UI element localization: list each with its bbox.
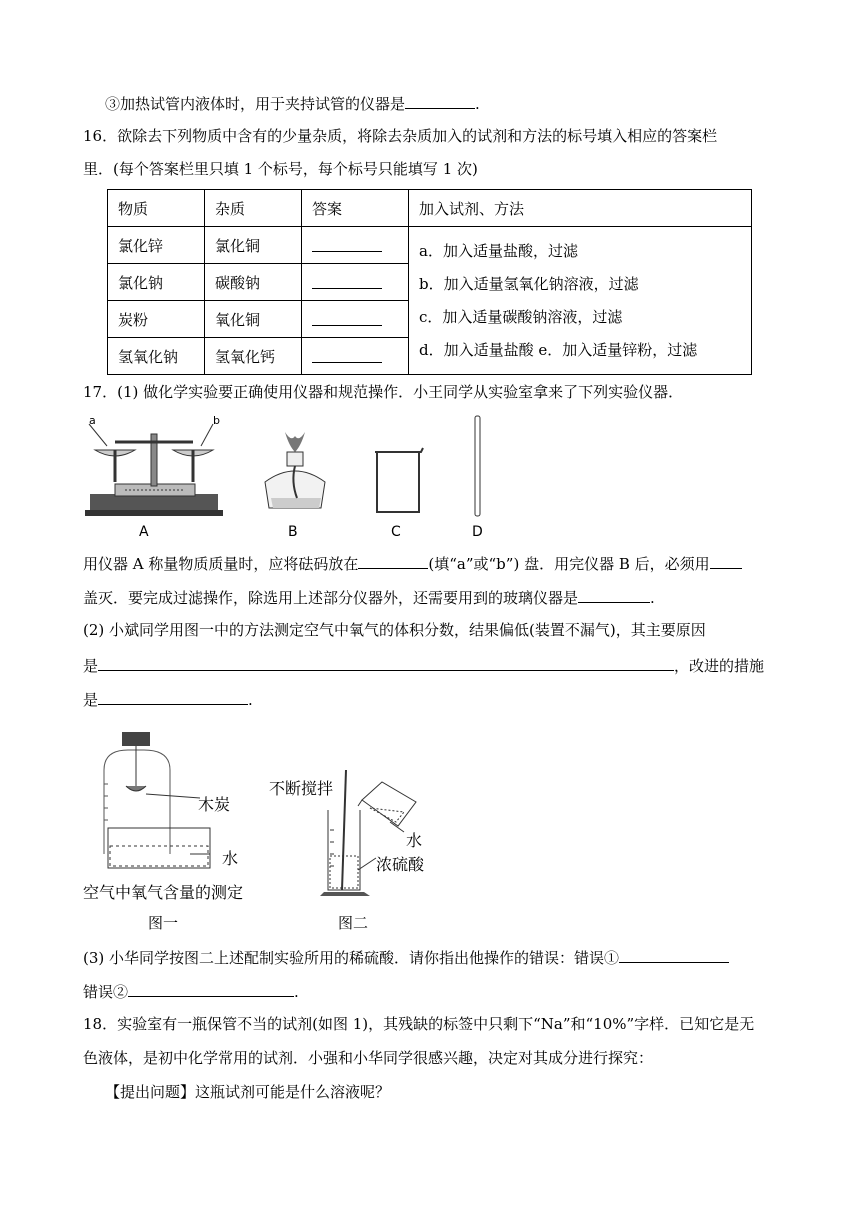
pan-label-b: b (213, 414, 220, 427)
cell-answer[interactable] (302, 264, 409, 301)
weight-pan-blank[interactable] (358, 552, 428, 569)
text: 是 (83, 657, 99, 675)
q18-stem-line1: 18．实验室有一瓶保管不当的试剂(如图 1)，其残缺的标签中只剩下“Na”和“10%”字样．已知它是无 (83, 1015, 755, 1033)
answer-blank[interactable] (312, 235, 382, 252)
q18-stem-line2: 色液体，是初中化学常用的试剂．小强和小华同学很感兴趣，决定对其成分进行探究： (83, 1049, 654, 1067)
q15-item3 (105, 92, 480, 114)
fig2-label-acid: 浓硫酸 (376, 855, 425, 874)
error2-blank[interactable] (128, 980, 294, 997)
beaker-icon (375, 448, 423, 512)
cell-substance: 炭粉 (108, 301, 205, 338)
label-A: A (139, 524, 149, 540)
cell-impurity: 碳酸钠 (205, 264, 302, 301)
option-b: b．加入适量氢氧化钠溶液，过滤 (419, 274, 639, 293)
q17-part3-line1 (83, 946, 729, 968)
q17-part1-line2 (83, 552, 742, 574)
q15-answer-blank[interactable] (405, 92, 475, 109)
glassware-blank[interactable] (578, 586, 650, 603)
q17-part2-line3 (83, 688, 253, 710)
alcohol-lamp-icon (265, 432, 325, 508)
header-substance: 物质 (108, 190, 205, 227)
header-impurity: 杂质 (205, 190, 302, 227)
option-c: c．加入适量碳酸钠溶液，过滤 (419, 307, 623, 326)
fig1-label-charcoal: 木炭 (198, 795, 231, 814)
text: ，改进的措施 (674, 657, 765, 675)
header-answer: 答案 (302, 190, 409, 227)
extinguish-blank[interactable] (710, 552, 742, 569)
cell-answer[interactable] (302, 227, 409, 264)
q17-part2-stem: (2) 小斌同学用图一中的方法测定空气中氧气的体积分数，结果偏低(装置不漏气)，其主要原因 (83, 621, 706, 639)
text: (填“a”或“b”) 盘．用完仪器 B 后，必须用 (428, 555, 710, 573)
label-C: C (391, 524, 401, 540)
instruments-figure (85, 412, 505, 542)
text: . (294, 983, 299, 1001)
q17-part3-line2 (83, 980, 299, 1002)
text: 用仪器 A 称量物质质量时，应将砝码放在 (83, 555, 359, 573)
table-header-row (108, 190, 752, 227)
option-a: a．加入适量盐酸，过滤 (419, 241, 578, 260)
answer-blank[interactable] (312, 346, 382, 363)
cell-substance: 氯化锌 (108, 227, 205, 264)
header-method: 加入试剂、方法 (409, 190, 752, 227)
cell-impurity: 氢氧化钙 (205, 338, 302, 375)
q15-item3-text: ③加热试管内液体时，用于夹持试管的仪器是 (105, 95, 406, 113)
q17-part2-line2 (83, 654, 764, 676)
table-row (108, 227, 752, 264)
cell-options (409, 227, 752, 375)
fig1-title: 空气中氧气含量的测定 (83, 883, 244, 902)
text: 错误② (83, 983, 129, 1001)
label-B: B (288, 524, 298, 540)
fig2-label-stir: 不断搅拌 (269, 779, 334, 798)
reason-blank[interactable] (98, 654, 674, 671)
pan-label-a: a (89, 414, 96, 427)
cell-impurity: 氧化铜 (205, 301, 302, 338)
fig1-label-water: 水 (222, 849, 239, 868)
q15-period: . (475, 95, 480, 113)
q18-question: 【提出问题】这瓶试剂可能是什么溶液呢？ (105, 1083, 391, 1101)
cell-impurity: 氯化铜 (205, 227, 302, 264)
q16-stem-line2: 里．(每个答案栏里只填 1 个标号，每个标号只能填写 1 次) (83, 160, 478, 178)
cell-answer[interactable] (302, 301, 409, 338)
fig2-caption: 图二 (338, 914, 369, 932)
option-d-e: d．加入适量盐酸 e．加入适量锌粉，过滤 (419, 340, 698, 359)
cell-answer[interactable] (302, 338, 409, 375)
fig1-caption: 图一 (148, 914, 179, 932)
q16-table (107, 189, 752, 375)
balance-icon (85, 424, 223, 516)
label-D: D (472, 524, 483, 540)
answer-blank[interactable] (312, 309, 382, 326)
fig2-label-water: 水 (406, 831, 423, 850)
cell-substance: 氯化钠 (108, 264, 205, 301)
improvement-blank[interactable] (98, 688, 248, 705)
glass-rod-icon (475, 416, 480, 516)
text: (3) 小华同学按图二上述配制实验所用的稀硫酸．请你指出他操作的错误：错误① (83, 949, 620, 967)
text: 是 (83, 691, 99, 709)
q17-part1-stem: 17．(1) 做化学实验要正确使用仪器和规范操作．小王同学从实验室拿来了下列实验仪器． (83, 383, 684, 401)
text: . (650, 589, 655, 607)
cell-substance: 氢氧化钠 (108, 338, 205, 375)
error1-blank[interactable] (619, 946, 729, 963)
text: . (248, 691, 253, 709)
text: 盖灭．要完成过滤操作，除选用上述部分仪器外，还需要用到的玻璃仪器是 (83, 589, 579, 607)
answer-blank[interactable] (312, 272, 382, 289)
q17-part1-line3 (83, 586, 655, 608)
q16-stem-line1: 16．欲除去下列物质中含有的少量杂质，将除去杂质加入的试剂和方法的标号填入相应的答案栏 (83, 127, 718, 145)
